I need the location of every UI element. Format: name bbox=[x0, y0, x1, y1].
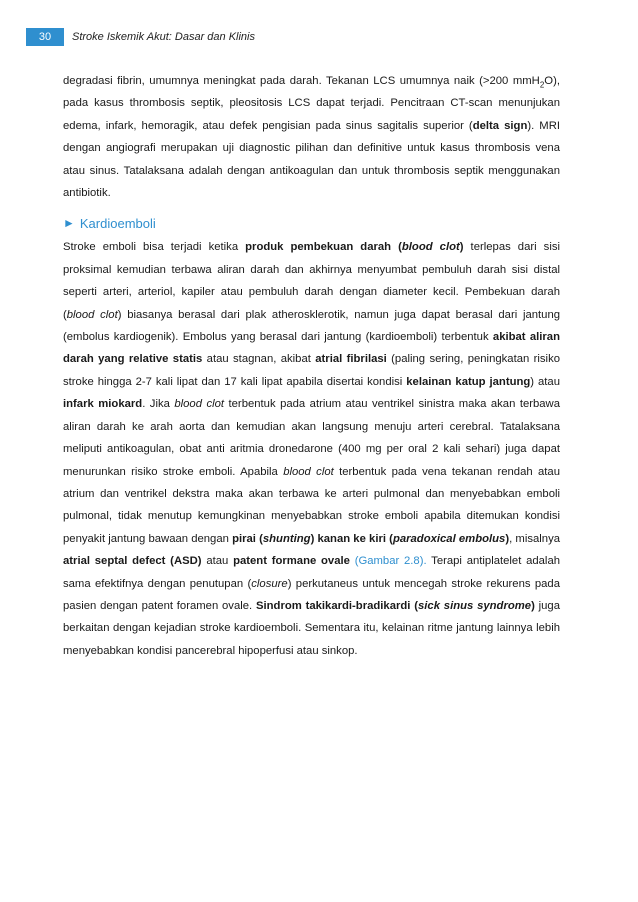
figure-reference-link[interactable]: (Gambar 2.8). bbox=[354, 555, 427, 568]
paragraph-csf-findings: degradasi fibrin, umumnya meningkat pada darah. Tekanan LCS umumnya naik (>200 mmH$_2$O), pada kasus thrombosis septik, pleositosis LCS dapat terjadi. Pencitraan CT-scan menunjukan edema, infark, hemoragik, atau defek pengisian pada sinus sagitalis superior (delta sign). MRI dengan angiografi merupakan uji diagnostic pilihan dan definitive untuk kasus thrombosis vena atau sinus. Tatalaksana adalah dengan antikoagulan dan untuk thrombosis septik menggunakan antibiotik. bbox=[63, 75, 561, 200]
triangle-bullet-icon: ► bbox=[63, 216, 75, 231]
page-header bbox=[0, 28, 638, 46]
page-content bbox=[63, 70, 560, 662]
running-title: Stroke Iskemik Akut: Dasar dan Klinis bbox=[72, 31, 255, 43]
section-heading-kardioemboli bbox=[63, 212, 560, 234]
page-number: 30 bbox=[26, 28, 64, 46]
section-title: Kardioemboli bbox=[79, 215, 156, 231]
paragraph-kardioemboli: Stroke emboli bisa terjadi ketika produk pembekuan darah (blood clot) terlepas dari sisi proksimal kemudian terbawa aliran darah dan akhirnya menyumbat pembuluh darah sisi distal seperti arteri, arteriol, kapiler atau pembuluh darah dengan diameter kecil. Pembekuan darah (blood clot) biasanya berasal dari plak atherosklerotik, namun juga dapat berasal dari jantung (embolus kardiogenik). Embolus yang berasal dari jantung (kardioemboli) terbentuk akibat aliran darah yang relative statis atau stagnan, akibat atrial fibrilasi (paling sering, peningkatan risiko stroke hingga 2-7 kali lipat dan 17 kali lipat apabila disertai kondisi kelainan katup jantung) atau infark miokard. Jika blood clot terbentuk pada atrium atau ventrikel sinistra maka akan terbawa aliran darah ke arah aorta dan kemudian akan langsung menuju arteri cerebral. Tatalaksana meliputi antikoagulan, obat anti aritmia dronedarone (400 mg per oral 2 kali sehari) juga dapat menurunkan risiko stroke emboli. Apabila blood clot terbentuk pada vena tekanan rendah atau atrium dan ventrikel dekstra maka akan terbawa ke arteri pulmonal dan menyebabkan emboli pulmonal, tidak menutup kemungkinan menyebabkan stroke emboli apabila ditemukan kondisi penyakit jantung bawaan dengan pirai (shunting) kanan ke kiri (paradoxical embolus), misalnya atrial septal defect (ASD) atau patent formane ovale (Gambar 2.8). Terapi antiplatelet adalah sama efektifnya dengan penutupan (closure) perkutaneus untuk mencegah stroke rekurens pada pasien dengan patent foramen ovale. Sindrom takikardi-bradikardi (sick sinus syndrome) juga berkaitan dengan kejadian stroke kardioemboli. Sementara itu, kelainan ritme jantung lainnya lebih menyebabkan kondisi pancerebral hipoperfusi atau sinkop. bbox=[63, 241, 561, 657]
